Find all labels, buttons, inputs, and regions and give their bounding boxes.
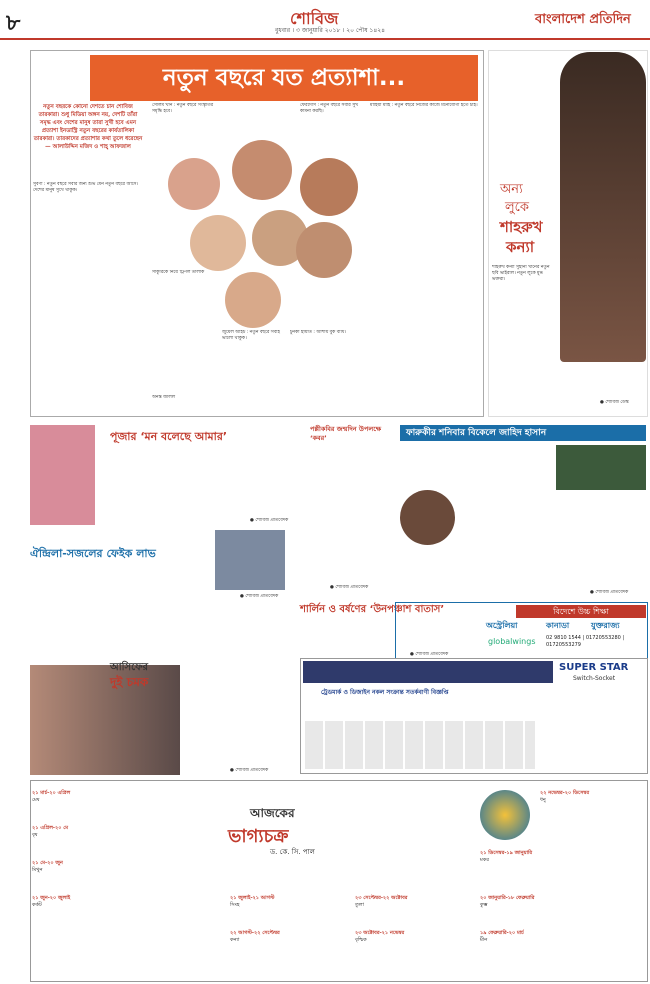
sharline-byline: ● শোবিজ প্রতিবেদক xyxy=(410,652,449,657)
zodiac-libra xyxy=(355,895,475,908)
newspaper-brand: বাংলাদেশ প্রতিদিন xyxy=(535,12,631,27)
zodiac-range: ২০ জানুয়ারি-১৮ ফেব্রুয়ারি xyxy=(480,895,535,901)
sidebar-title-2: লুকে xyxy=(505,200,530,215)
ashif-headline-2: দুই চমক xyxy=(110,675,149,689)
zodiac-aries xyxy=(32,790,212,803)
superstar-notice: ট্রেডমার্ক ও ডিজাইন নকল সংক্রান্ত সতর্কবাণী বিজ্ঞপ্তি xyxy=(321,689,449,696)
lead-column-3: ফেরদৌস : নতুন বছরে সবার সুখ কামনা করছি। xyxy=(300,103,359,115)
faruki-headline: ফারুকীর শনিবার বিকেলে জাহিদ হাসান xyxy=(400,425,646,441)
zodiac-range: ২১ জুন-২০ জুলাই xyxy=(32,895,71,901)
celebrity-photo-6 xyxy=(225,272,281,328)
superstar-product-grid xyxy=(305,721,535,769)
ashif-headline-1: আসিফের xyxy=(110,662,148,673)
section-title: শোবিজ xyxy=(290,9,339,28)
study-ad-tab-australia: অস্ট্রেলিয়া xyxy=(486,621,518,630)
zodiac-name: বৃষ xyxy=(32,831,38,838)
zodiac-name: কর্কট xyxy=(32,901,42,908)
oindrila-byline: ● শোবিজ প্রতিবেদক xyxy=(240,594,279,599)
study-ad-phones: 02 9810 1544 | 01720553280 | 01720553279 xyxy=(546,635,625,648)
superstar-brand: SUPER STAR xyxy=(559,662,629,673)
zodiac-range: ২১ ডিসেম্বর-১৯ জানুয়ারি xyxy=(480,850,533,856)
zodiac-virgo xyxy=(230,930,350,943)
faruki-photo xyxy=(556,445,646,490)
horoscope-title-2: ভাগ্যচক্র xyxy=(228,826,289,847)
zodiac-name: বৃশ্চিক xyxy=(355,936,367,943)
page-number: ৮ xyxy=(6,11,21,36)
puja-headline: পূজার ‘মন বলেছে আমার’ xyxy=(110,430,228,443)
celebrity-photo-2 xyxy=(232,140,292,200)
zodiac-range: ২৩ অক্টোবর-২১ নভেম্বর xyxy=(355,930,405,936)
zodiac-range: ১৯ ফেব্রুয়ারি-২০ মার্চ xyxy=(480,930,524,936)
study-abroad-ad[interactable] xyxy=(395,602,648,659)
zodiac-name: ধনু xyxy=(540,796,546,803)
oindrila-photo xyxy=(215,530,285,590)
faruki-body xyxy=(460,445,552,545)
celebrity-photo-1 xyxy=(168,158,220,210)
puja-photo xyxy=(30,425,95,525)
zodiac-range: ২১ মে-২০ জুন xyxy=(32,860,63,866)
superstar-signature xyxy=(551,721,641,769)
zodiac-leo xyxy=(230,895,350,908)
photo-caption-3: চুনকা হায়াত : আশায় বুক বাঁধি। xyxy=(290,330,346,335)
photo-caption-2: জুয়েল আইচ : নতুন বছরে সবাই ভালো থাকুক। xyxy=(222,330,280,342)
kobor-byline: ● শোবিজ প্রতিবেদক xyxy=(330,585,369,590)
study-ad-tab-uk: যুক্তরাজ্য xyxy=(591,621,620,630)
zodiac-name: মীন xyxy=(480,936,488,943)
zodiac-cancer xyxy=(32,895,212,908)
horoscope-author: ড. কে. সি. পাল xyxy=(270,848,315,856)
sidebar-body: শাহরুখ কন্যা সুহানা খানের নতুন ছবি ভাইরাল। নতুন লুকে মুগ্ধ ভক্তরা। xyxy=(492,265,550,283)
zodiac-taurus xyxy=(32,825,212,838)
zodiac-pisces xyxy=(480,930,644,943)
zodiac-range: ২১ মার্চ-২০ এপ্রিল xyxy=(32,790,71,796)
issue-date: বুধবার । ৩ জানুয়ারি ২০১৮ । ২০ পৌষ ১৪২৪ xyxy=(274,27,386,34)
zodiac-wheel xyxy=(480,790,530,840)
lead-column-2: সেলিম খান : নতুন বছরে সংস্কৃতির সমৃদ্ধি হবে। xyxy=(152,103,214,115)
zodiac-range: ২১ এপ্রিল-২০ মে xyxy=(32,825,69,831)
zodiac-name: মিথুন xyxy=(32,866,43,873)
sidebar-byline: ● শোবিজ ডেস্ক xyxy=(600,400,629,405)
zodiac-name: মকর xyxy=(480,856,490,863)
sidebar-title-1: অন্য xyxy=(500,182,523,197)
ashif-body xyxy=(185,665,290,765)
lead-column-4: মাহিয়া মাহি : নতুন বছরে নিজের কাজে মনোযোগী হতে চাই। xyxy=(370,103,478,108)
celebrity-photo-3 xyxy=(300,158,358,216)
zodiac-name: মেষ xyxy=(32,796,40,803)
celebrity-photo-4 xyxy=(190,215,246,271)
celebrity-photo-7 xyxy=(296,222,352,278)
zodiac-name: কুম্ভ xyxy=(480,901,488,908)
zodiac-range: ২৩ সেপ্টেম্বর-২২ অক্টোবর xyxy=(355,895,408,901)
puja-byline: ● শোবিজ প্রতিবেদক xyxy=(250,518,289,523)
horoscope-section xyxy=(30,780,648,982)
lead-intro: নতুন বছরকে কোনো দেশতে চান শোবিজ তারকারা। শুধু মিডিয়া অঙ্গন নয়, দেশটি তাঁরা সমৃদ্ধ এবং দেশের মানুষ তারা সুখী হবে এমন প্রত্যাশা ইনডাস্ট্রি নতুন বছরের কার্যতালিকা তারকারা। তারকাদের প্রত্যাশার কথা তুলে ধরেছেন— আলাউদ্দিন মজিদ ও শাহ্ আফজাল xyxy=(33,104,143,150)
sharline-headline: শার্লিন ও বর্ষণের ‘উনপঞ্চাশ বাতাস’ xyxy=(300,604,445,615)
zahid-photo xyxy=(400,490,455,545)
ashif-photo xyxy=(30,665,180,775)
zodiac-aquarius xyxy=(480,895,644,908)
zodiac-capricorn xyxy=(480,850,644,863)
zodiac-range: ২১ জুলাই-২১ আগস্ট xyxy=(230,895,275,901)
kobor-body xyxy=(310,445,390,595)
zodiac-gemini xyxy=(32,860,212,873)
sidebar-title-3: শাহরুখ xyxy=(500,218,543,236)
zodiac-scorpio xyxy=(355,930,475,943)
oindrila-body xyxy=(30,562,210,602)
zodiac-name: কন্যা xyxy=(230,936,240,943)
lead-column-1: সুবর্ণা : নতুন বছরে সবার জন্য শুভ যেন নতুন বছরে আসে। দেশের মানুষ সুখে থাকুক। xyxy=(33,182,139,194)
study-ad-tab-canada: কানাডা xyxy=(546,621,570,630)
ashif-byline: ● শোবিজ প্রতিবেদক xyxy=(230,768,269,773)
zodiac-name: তুলা xyxy=(355,901,364,908)
study-ad-title: বিদেশে উচ্চ শিক্ষা xyxy=(516,605,646,618)
zodiac-range: ২২ নভেম্বর-২০ ডিসেম্বর xyxy=(540,790,590,796)
superstar-switch-strip xyxy=(303,661,553,683)
zodiac-sagittarius xyxy=(540,790,644,803)
study-ad-logo: globalwings xyxy=(488,637,536,646)
kobor-headline: পল্লীকবির জন্মদিন উপলক্ষে ‘কবর’ xyxy=(310,425,382,442)
superstar-notice-body xyxy=(305,697,643,717)
sidebar-title-4: কন্যা xyxy=(506,238,535,256)
model-photo xyxy=(560,52,646,362)
photo-caption-1: সাকুরিকে নিয়ে ট্রিপল তালাক xyxy=(152,270,205,275)
zodiac-name: সিংহ xyxy=(230,901,240,908)
zodiac-range: ২২ আগস্ট-২২ সেপ্টেম্বর xyxy=(230,930,280,936)
puja-body xyxy=(98,445,303,525)
superstar-sub: Switch-Socket xyxy=(573,675,616,682)
horoscope-title-1: আজকের xyxy=(250,806,295,820)
photo-caption-4: অনন্ত জলিল xyxy=(152,395,176,400)
oindrila-headline: ঐন্দ্রিলা-সজলের ফেইক লাভ xyxy=(30,547,156,560)
superstar-ad[interactable] xyxy=(300,658,648,774)
lead-banner: নতুন বছরে যত প্রত্যাশা... xyxy=(90,55,478,101)
faruki-byline: ● শোবিজ প্রতিবেদক xyxy=(590,590,629,595)
